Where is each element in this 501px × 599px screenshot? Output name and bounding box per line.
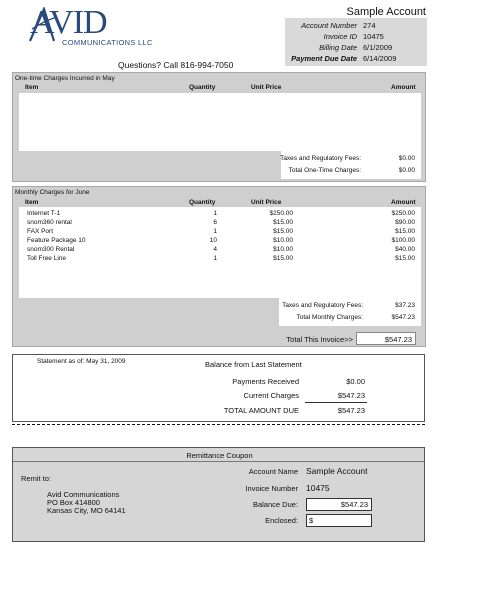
account-info-box xyxy=(285,18,427,66)
coupon-account-name-value: Sample Account xyxy=(306,466,368,476)
onetime-header-amount: Amount xyxy=(391,84,416,91)
invoice-total-label: Total This Invoice>> xyxy=(286,335,353,344)
remit-address-line-3: Kansas City, MO 64141 xyxy=(47,506,126,515)
total-amount-due-label: TOTAL AMOUNT DUE xyxy=(223,406,299,415)
coupon-title: Remittance Coupon xyxy=(186,451,253,460)
invoice-id-value: 10475 xyxy=(363,32,384,41)
billing-date-row xyxy=(285,43,427,54)
statement-date: Statement as of: May 31, 2009 xyxy=(37,358,126,365)
remit-to-label: Remit to: xyxy=(21,474,52,483)
onetime-header-unit-price: Unit Price xyxy=(251,84,282,91)
monthly-row-item: Internet T-1 xyxy=(27,210,61,217)
payment-due-row xyxy=(285,54,427,65)
cut-line-divider xyxy=(12,424,425,425)
monthly-row-amount: $15.00 xyxy=(395,228,415,235)
remit-address-line-1: Avid Communications xyxy=(47,490,120,499)
monthly-header-unit-price: Unit Price xyxy=(251,199,282,206)
monthly-row-amount: $90.00 xyxy=(395,219,415,226)
balance-last-statement-label: Balance from Last Statement xyxy=(205,360,302,369)
onetime-items-area xyxy=(19,93,421,151)
account-number-label: Account Number xyxy=(301,21,357,30)
monthly-row-unit-price: $15.00 xyxy=(273,255,293,262)
company-logo-subtitle: COMMUNICATIONS LLC xyxy=(62,38,153,47)
monthly-row-item: snom360 rental xyxy=(27,219,72,226)
onetime-header-quantity: Quantity xyxy=(189,84,216,91)
monthly-taxes-value: $37.23 xyxy=(395,302,415,309)
onetime-header-item: Item xyxy=(25,84,39,91)
monthly-items-area xyxy=(19,207,421,298)
coupon-enclosed-label: Enclosed: xyxy=(265,516,298,525)
remit-address-line-2: PO Box 414800 xyxy=(47,498,100,507)
total-amount-due-value: $547.23 xyxy=(337,406,365,415)
monthly-row-item: FAX Port xyxy=(27,228,54,235)
monthly-row-item: Toll Free Line xyxy=(27,255,67,262)
monthly-row-quantity: 1 xyxy=(213,228,217,235)
monthly-header-quantity: Quantity xyxy=(189,199,216,206)
enclosed-amount-input[interactable]: $ xyxy=(306,514,372,527)
current-charges-value: $547.23 xyxy=(337,391,365,400)
payments-received-label: Payments Received xyxy=(232,377,299,386)
onetime-taxes-value: $0.00 xyxy=(398,155,415,162)
statement-box xyxy=(12,354,425,422)
balance-due-field: $547.23 xyxy=(306,498,372,511)
monthly-row-item: Feature Package 10 xyxy=(27,237,86,244)
monthly-header-amount: Amount xyxy=(391,199,416,206)
monthly-row-unit-price: $15.00 xyxy=(273,228,293,235)
monthly-row-amount: $40.00 xyxy=(395,246,415,253)
remittance-coupon xyxy=(12,447,425,542)
monthly-title: Monthly Charges for June xyxy=(15,189,90,196)
monthly-row-unit-price: $10.00 xyxy=(273,246,293,253)
onetime-total-value: $0.00 xyxy=(398,167,415,174)
monthly-header-item: Item xyxy=(25,199,39,206)
payments-received-value: $0.00 xyxy=(346,377,365,386)
monthly-row-amount: $250.00 xyxy=(391,210,415,217)
sum-divider xyxy=(305,402,367,403)
monthly-row-quantity: 1 xyxy=(213,255,217,262)
monthly-row-item: snom300 Rental xyxy=(27,246,75,253)
invoice-total-value: $547.23 xyxy=(384,335,412,344)
monthly-charges-panel xyxy=(12,186,426,347)
monthly-row-amount: $100.00 xyxy=(391,237,415,244)
payment-due-label: Payment Due Date xyxy=(291,54,357,63)
company-logo: AVID xyxy=(30,4,107,41)
onetime-total-label: Total One-Time Charges: xyxy=(288,167,361,174)
invoice-id-row xyxy=(285,32,427,43)
coupon-balance-due-label: Balance Due: xyxy=(252,500,298,509)
onetime-taxes-label: Taxes and Regulatory Fees: xyxy=(280,155,361,162)
monthly-row-unit-price: $15.00 xyxy=(273,219,293,226)
account-title: Sample Account xyxy=(346,6,426,18)
billing-date-value: 6/1/2009 xyxy=(363,43,393,52)
monthly-row-unit-price: $10.00 xyxy=(273,237,293,244)
coupon-title-divider xyxy=(13,461,424,462)
onetime-title: One-time Charges Incurred in May xyxy=(15,75,115,82)
coupon-account-name-label: Account Name xyxy=(248,467,298,476)
monthly-row-unit-price: $250.00 xyxy=(269,210,293,217)
monthly-row-quantity: 1 xyxy=(213,210,217,217)
monthly-total-label: Total Monthly Charges: xyxy=(296,314,363,321)
account-number-value: 274 xyxy=(363,21,376,30)
monthly-total-value: $547.23 xyxy=(391,314,415,321)
monthly-row-quantity: 6 xyxy=(213,219,217,226)
monthly-row-quantity: 10 xyxy=(209,237,217,244)
payment-due-value: 6/14/2009 xyxy=(363,54,397,63)
coupon-invoice-number-label: Invoice Number xyxy=(245,484,298,493)
monthly-row-amount: $15.00 xyxy=(395,255,415,262)
monthly-row-quantity: 4 xyxy=(213,246,217,253)
invoice-id-label: Invoice ID xyxy=(323,32,357,41)
support-phone: Questions? Call 816-994-7050 xyxy=(118,60,234,70)
current-charges-label: Current Charges xyxy=(243,391,299,400)
onetime-charges-panel xyxy=(12,72,426,182)
account-number-row xyxy=(285,21,427,32)
coupon-invoice-number-value: 10475 xyxy=(306,483,330,493)
monthly-taxes-label: Taxes and Regulatory Fees: xyxy=(282,302,363,309)
billing-date-label: Billing Date xyxy=(319,43,357,52)
